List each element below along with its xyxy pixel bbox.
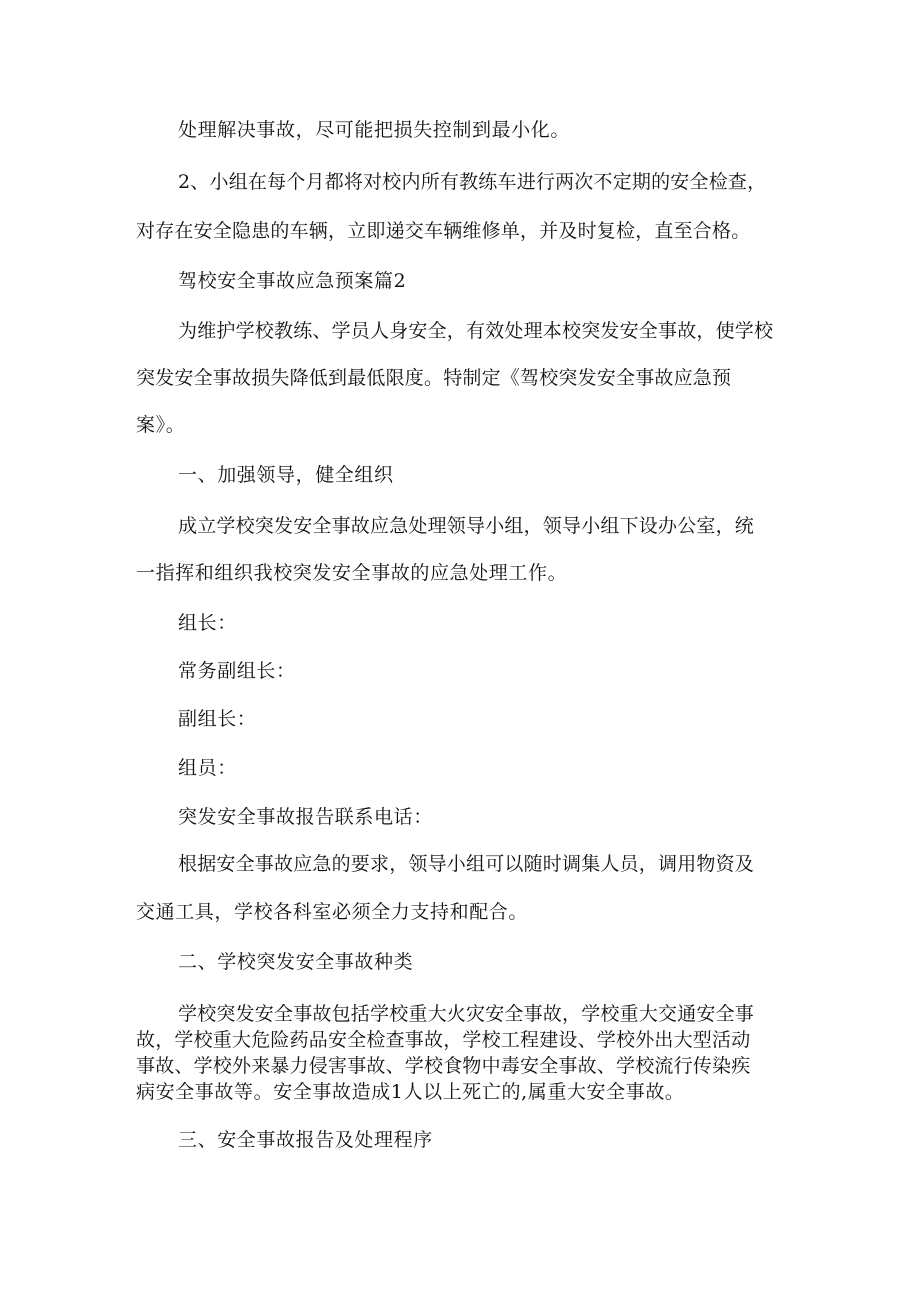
- paragraph-line: 事故、学校外来暴力侵害事故、学校食物中毒安全事故、学校流行传染疾: [136, 1055, 751, 1077]
- paragraph-line: 对存在安全隐患的车辆，立即递交车辆维修单，并及时复检，直至合格。: [136, 220, 751, 242]
- paragraph-line: 交通工具，学校各科室必须全力支持和配合。: [136, 901, 529, 923]
- role-label: 组长：: [178, 612, 237, 634]
- section-heading: 一、加强领导，健全组织: [178, 464, 394, 486]
- paragraph-line: 2、小组在每个月都将对校内所有教练车进行两次不定期的安全检查，: [178, 171, 767, 193]
- section-heading: 二、学校突发安全事故种类: [178, 951, 414, 973]
- section-heading: 驾校安全事故应急预案篇2: [178, 270, 407, 292]
- paragraph-line: 处理解决事故，尽可能把损失控制到最小化。: [178, 119, 571, 141]
- paragraph-line: 故，学校重大危险药品安全检查事故，学校工程建设、学校外出大型活动: [136, 1029, 751, 1051]
- paragraph-line: 为维护学校教练、学员人身安全，有效处理本校突发安全事故，使学校: [178, 320, 774, 342]
- role-label: 副组长：: [178, 708, 257, 730]
- paragraph-line: 突发安全事故损失降低到最低限度。特制定《驾校突发安全事故应急预: [136, 367, 732, 389]
- paragraph-line: 一指挥和组织我校突发安全事故的应急处理工作。: [136, 562, 568, 584]
- paragraph-line: 学校突发安全事故包括学校重大火灾安全事故，学校重大交通安全事: [178, 1003, 755, 1025]
- paragraph-line: 成立学校突发安全事故应急处理领导小组，领导小组下设办公室，统: [178, 515, 755, 537]
- contact-label: 突发安全事故报告联系电话：: [178, 806, 433, 828]
- role-label: 常务副组长：: [178, 660, 296, 682]
- paragraph-line: 案》。: [136, 414, 186, 436]
- section-heading: 三、安全事故报告及处理程序: [178, 1129, 433, 1151]
- paragraph-line: 病安全事故等。安全事故造成1人以上死亡的,属重大安全事故。: [136, 1081, 685, 1103]
- paragraph-line: 根据安全事故应急的要求，领导小组可以随时调集人员，调用物资及: [178, 853, 755, 875]
- role-label: 组员：: [178, 757, 237, 779]
